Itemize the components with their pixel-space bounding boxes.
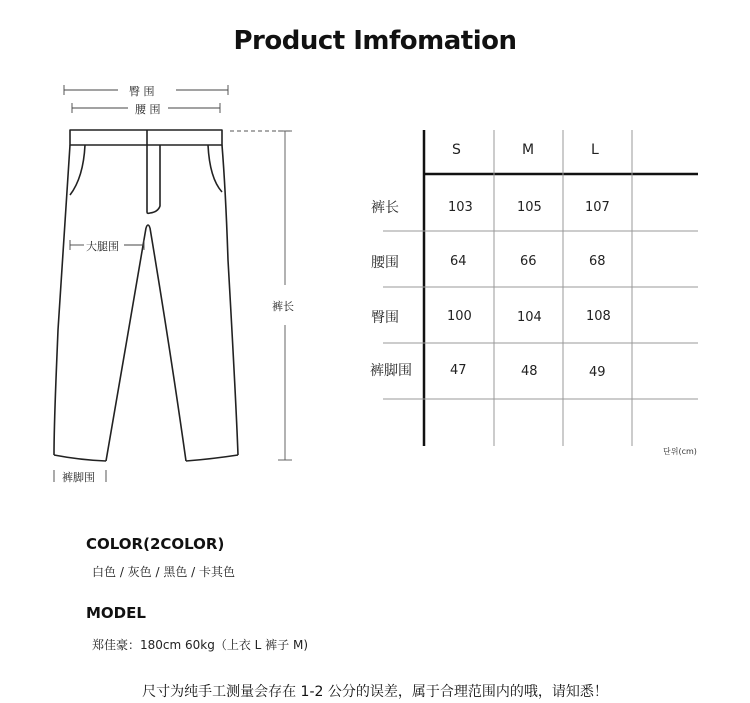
cell-waist-l: 68 <box>589 254 606 269</box>
cell-length-l: 107 <box>585 200 610 215</box>
row-label-hip: 臀围 <box>371 310 399 326</box>
length-label: 裤长 <box>272 300 294 313</box>
cell-hem-s: 47 <box>450 363 467 378</box>
hip-label: 臀 围 <box>129 85 155 98</box>
page-title: Product Imfomation <box>233 26 517 56</box>
cell-length-m: 105 <box>517 200 542 215</box>
cell-hip-s: 100 <box>447 309 472 324</box>
measurement-note: 尺寸为纯手工测量会存在 1-2 公分的误差，属于合理范围内的哦，请知悉！ <box>142 684 608 700</box>
size-header-s: S <box>452 142 461 158</box>
cell-waist-m: 66 <box>520 254 537 269</box>
unit-label: 단위(cm) <box>663 447 697 456</box>
cell-hem-m: 48 <box>521 364 538 379</box>
hem-label: 裤脚围 <box>62 471 95 484</box>
pants-outline <box>54 130 238 461</box>
cell-hem-l: 49 <box>589 365 606 380</box>
row-label-waist: 腰围 <box>371 255 399 271</box>
cell-hip-m: 104 <box>517 310 542 325</box>
cell-length-s: 103 <box>448 200 473 215</box>
model-section-title: MODEL <box>86 604 146 622</box>
color-section-body: 白色 / 灰色 / 黑色 / 卡其色 <box>92 565 236 579</box>
length-dimension-line <box>230 131 292 460</box>
cell-waist-s: 64 <box>450 254 467 269</box>
thigh-label: 大腿围 <box>86 240 119 253</box>
size-table-grid <box>383 130 698 446</box>
row-label-length: 裤长 <box>371 200 399 216</box>
size-header-m: M <box>522 142 535 158</box>
row-label-hem: 裤脚围 <box>370 363 412 379</box>
cell-hip-l: 108 <box>586 309 611 324</box>
model-section-body: 郑佳豪：180cm 60kg（上衣 L 裤子 M) <box>92 638 309 652</box>
size-header-l: L <box>591 142 599 158</box>
color-section-title: COLOR(2COLOR) <box>86 535 225 553</box>
waist-label: 腰 围 <box>135 103 161 116</box>
